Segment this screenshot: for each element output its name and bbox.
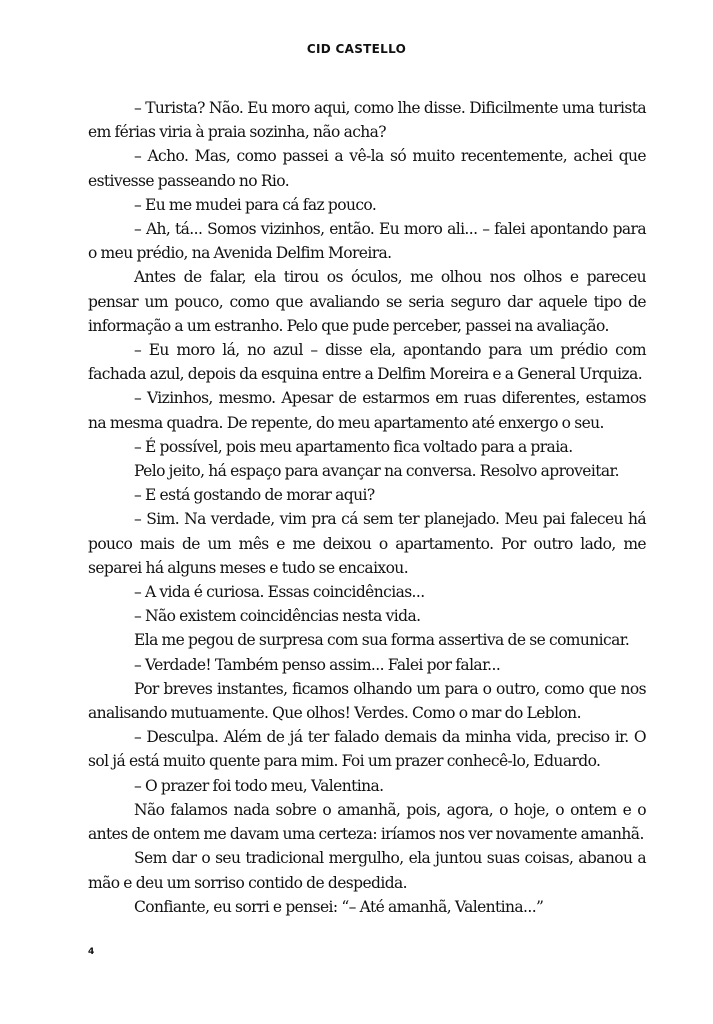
paragraph: – Ah, tá... Somos vizinhos, então. Eu moro ali... – falei apontando para o meu prédio, na Avenida Delfim Moreira.	[88, 220, 646, 263]
paragraph: – Vizinhos, mesmo. Apesar de estarmos em ruas diferentes, estamos na mesma quadra. De repente, do meu apartamento até enxergo o seu.	[88, 389, 646, 432]
paragraph: – Eu moro lá, no azul – disse ela, apontando para um prédio com fachada azul, depois da esquina entre a Delfim Moreira e a General Urquiza.	[88, 341, 646, 384]
paragraph: – O prazer foi todo meu, Valentina.	[134, 776, 384, 795]
paragraph: – Não existem coincidências nesta vida.	[134, 607, 421, 626]
paragraph: – Eu me mudei para cá faz pouco.	[134, 195, 377, 214]
page-number: 4	[88, 947, 95, 957]
paragraph: – Sim. Na verdade, vim pra cá sem ter planejado. Meu pai faleceu há pouco mais de um mês e me deixou o apartamento. Por outro lado, me separei há alguns meses e tudo se encaixou.	[88, 510, 646, 577]
paragraph: Sem dar o seu tradicional mergulho, ela juntou suas coisas, abanou a mão e deu um sorriso contido de despedida.	[88, 849, 646, 892]
paragraph: – Desculpa. Além de já ter falado demais da minha vida, preciso ir. O sol já está muito quente para mim. Foi um prazer conhecê-lo, Eduardo.	[88, 728, 646, 771]
paragraph: – A vida é curiosa. Essas coincidências...	[134, 583, 425, 602]
paragraph: Antes de falar, ela tirou os óculos, me olhou nos olhos e pareceu pensar um pouco, como que avaliando se seria seguro dar aquele tipo de informação a um estranho. Pelo que pude perceber, passei na avaliação.	[88, 268, 646, 335]
body-text	[88, 96, 646, 919]
paragraph: – Acho. Mas, como passei a vê-la só muito recentemente, achei que estivesse passeando no Rio.	[88, 147, 646, 190]
paragraph: – É possível, pois meu apartamento fica voltado para a praia.	[134, 437, 573, 456]
paragraph: Confiante, eu sorri e pensei: “– Até amanhã, Valentina...”	[134, 897, 544, 916]
paragraph: – Turista? Não. Eu moro aqui, como lhe disse. Dificilmente uma turista em férias viria à praia sozinha, não acha?	[88, 99, 646, 142]
paragraph: Pelo jeito, há espaço para avançar na conversa. Resolvo aproveitar.	[134, 462, 619, 481]
paragraph: Por breves instantes, ficamos olhando um para o outro, como que nos analisando mutuamente. Que olhos! Verdes. Como o mar do Leblon.	[88, 679, 646, 723]
running-head-author: CID CASTELLO	[306, 42, 407, 56]
paragraph: Não falamos nada sobre o amanhã, pois, agora, o hoje, o ontem e o antes de ontem me davam uma certeza: iríamos nos ver novamente amanhã.	[88, 800, 646, 844]
paragraph: Ela me pegou de surpresa com sua forma assertiva de se comunicar.	[134, 631, 630, 650]
paragraph: – Verdade! Também penso assim... Falei por falar...	[134, 655, 501, 674]
paragraph: – E está gostando de morar aqui?	[134, 486, 375, 505]
